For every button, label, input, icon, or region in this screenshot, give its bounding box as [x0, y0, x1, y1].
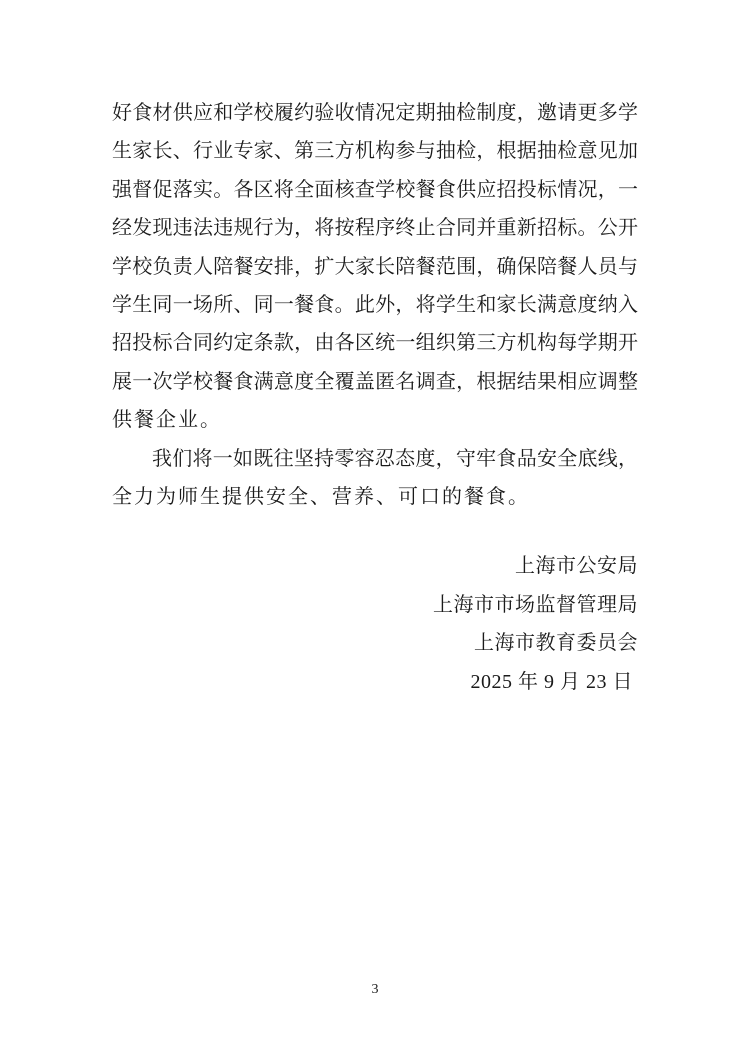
body-line: 展一次学校餐食满意度全覆盖匿名调查，根据结果相应调整 — [112, 370, 638, 393]
document-body — [112, 94, 638, 701]
signature-org: 上海市公安局 — [515, 555, 638, 578]
signature-date: 2025 年 9 月 23 日 — [470, 670, 633, 693]
signature-block — [112, 547, 638, 701]
page-number: 3 — [371, 982, 379, 997]
signature-org: 上海市市场监督管理局 — [433, 593, 638, 616]
body-line: 学校负责人陪餐安排，扩大家长陪餐范围，确保陪餐人员与 — [112, 255, 638, 278]
body-line: 招投标合同约定条款，由各区统一组织第三方机构每学期开 — [112, 332, 638, 355]
body-line: 生家长、行业专家、第三方机构参与抽检，根据抽检意见加 — [112, 140, 638, 163]
body-line: 我们将一如既往坚持零容忍态度，守牢食品安全底线， — [152, 447, 638, 470]
body-line: 强督促落实。各区将全面核查学校餐食供应招投标情况，一 — [112, 178, 638, 201]
body-line: 经发现违法违规行为，将按程序终止合同并重新招标。公开 — [112, 217, 638, 240]
closing-paragraph — [112, 440, 638, 517]
body-line: 供餐企业。 — [112, 409, 222, 432]
paragraph-continuation — [112, 94, 638, 440]
body-line: 全力为师生提供安全、营养、可口的餐食。 — [112, 486, 530, 509]
body-line: 学生同一场所、同一餐食。此外，将学生和家长满意度纳入 — [112, 294, 638, 317]
signature-org: 上海市教育委员会 — [474, 632, 638, 655]
body-line: 好食材供应和学校履约验收情况定期抽检制度，邀请更多学 — [112, 102, 638, 124]
